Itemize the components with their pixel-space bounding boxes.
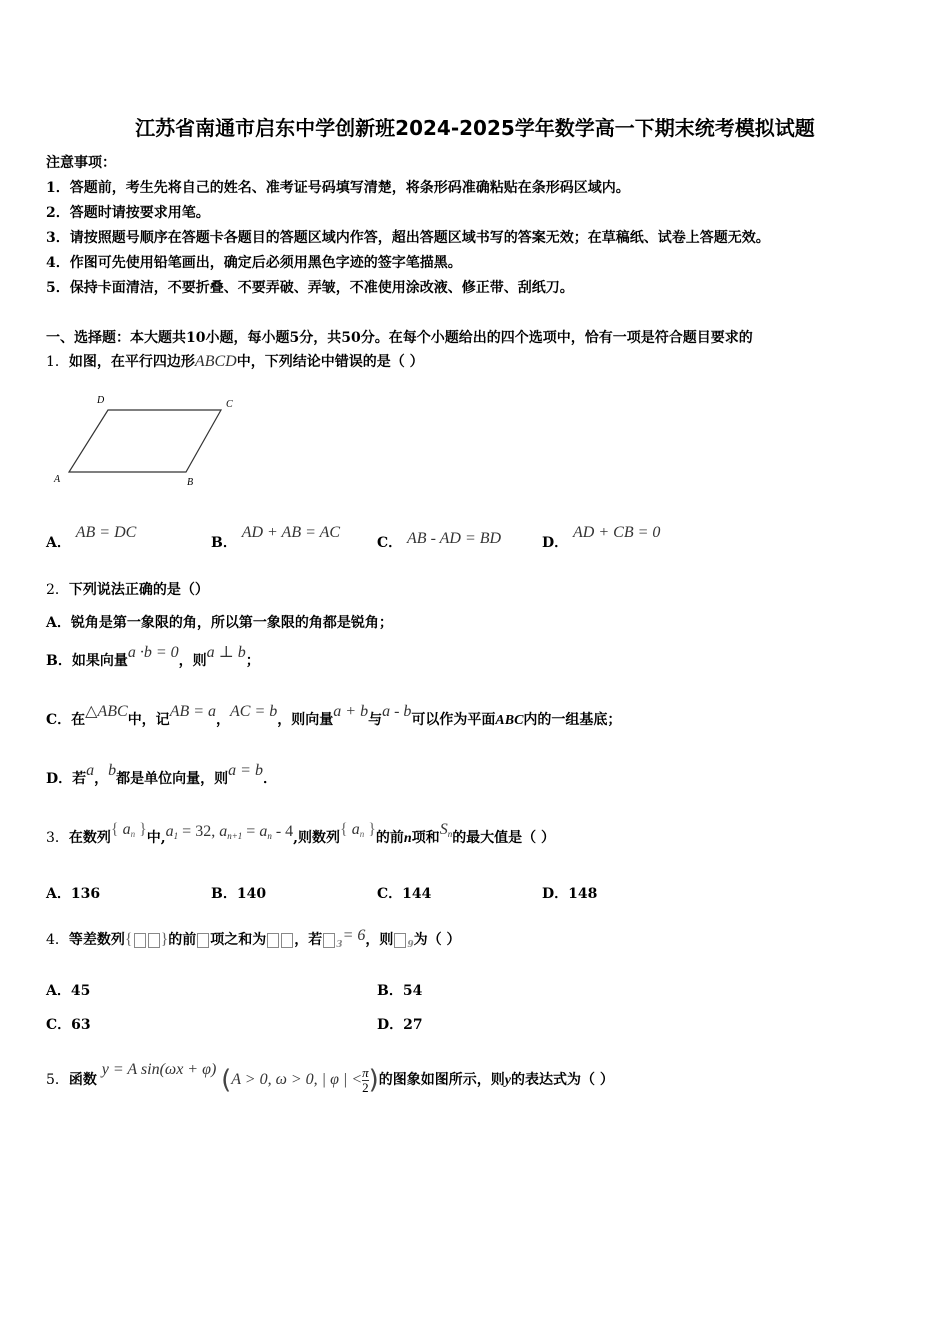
math-expr: n — [403, 831, 412, 846]
question-text: 的最大值是（ ） — [452, 830, 556, 846]
question-text: 项之和为 — [210, 932, 267, 948]
math-expr: b — [108, 762, 117, 779]
option-text: ， — [94, 771, 109, 787]
option-label: C． — [377, 886, 403, 902]
option-label: B． — [377, 983, 403, 999]
notice-heading: 注意事项： — [46, 155, 116, 171]
option-text: B．如果向量 — [46, 653, 128, 669]
option-text: 都是单位向量，则 — [116, 771, 229, 787]
question-text: ，若 — [294, 932, 323, 948]
missing-glyph-icon — [148, 933, 160, 948]
option-label: A． — [46, 886, 71, 902]
notice-item-2: 2．答题时请按要求用笔。 — [46, 205, 210, 221]
question-1 — [46, 351, 424, 371]
q2-option-d[interactable] — [46, 762, 277, 788]
notice-item-3: 3．请按照题号顺序在答题卡各题目的答题区域内作答，超出答题区域书写的答案无效；在草稿纸、试卷上答题无效。 — [46, 230, 770, 246]
section-heading: 一、选择题：本大题共10小题，每小题5分，共50分。在每个小题给出的四个选项中，恰有一项是符合题目要求的 — [46, 330, 753, 346]
missing-glyph-icon — [197, 933, 209, 948]
fraction-denominator: 2 — [362, 1079, 369, 1095]
parallelogram-figure — [50, 390, 250, 490]
question-3 — [46, 821, 556, 847]
q4-option-a[interactable] — [46, 980, 90, 1000]
missing-glyph-icon — [281, 933, 293, 948]
math-expr: △ABC — [85, 703, 128, 720]
question-text: ，则 — [365, 932, 394, 948]
option-expr: AD + AB = AC — [241, 524, 341, 541]
question-text: 的表达式为（ ） — [511, 1072, 614, 1088]
option-label: D． — [542, 535, 569, 551]
vertex-label-a: A — [54, 474, 61, 485]
q2-option-c[interactable] — [46, 703, 622, 729]
option-text: 中，记 — [127, 712, 170, 728]
q2-option-b[interactable] — [46, 644, 260, 670]
question-text: 的前 — [168, 932, 197, 948]
question-text: 中, — [146, 830, 166, 846]
option-text: ； — [245, 653, 260, 669]
math-expr: a — [259, 823, 268, 840]
math-expr: A > 0, ω > 0, | φ | < — [231, 1071, 363, 1088]
q1-option-b[interactable] — [211, 524, 341, 552]
sequence-brace: { $a_n$ } — [110, 821, 147, 839]
option-label: A． — [46, 535, 71, 551]
option-expr: AD + CB = 0 — [573, 524, 661, 541]
option-text: D．若 — [46, 771, 87, 787]
option-value: 148 — [568, 886, 598, 902]
option-value: 45 — [70, 983, 91, 999]
question-text: 项和 — [411, 830, 440, 846]
math-expr: a — [351, 821, 360, 838]
question-text: 的前 — [375, 830, 404, 846]
math-expr: a — [165, 823, 174, 840]
math-expr: ABC — [495, 713, 524, 728]
option-value: 63 — [71, 1017, 91, 1033]
page-title: 江苏省南通市启东中学创新班2024-2025学年数学高一下期末统考模拟试题 — [135, 116, 815, 140]
option-label: C． — [46, 1017, 72, 1033]
question-number: 1． — [46, 354, 69, 370]
q4-option-c[interactable] — [46, 1014, 91, 1034]
recurrence-expr — [166, 823, 293, 840]
option-expr: AB = DC — [75, 524, 137, 541]
missing-glyph-icon — [134, 933, 146, 948]
math-sub: n — [130, 829, 136, 839]
question-text: 等差数列 — [68, 932, 125, 948]
option-value: 54 — [402, 983, 423, 999]
math-sub: n+1 — [227, 831, 243, 841]
math-sub: n — [267, 831, 272, 841]
math-expr: a = b — [228, 762, 263, 779]
math-expr: a ·b = 0 — [127, 644, 179, 661]
math-expr: S — [439, 821, 448, 838]
option-text: ， — [216, 712, 231, 728]
option-value: 140 — [236, 886, 267, 902]
option-label: A． — [46, 983, 71, 999]
option-text: 与 — [368, 712, 383, 728]
option-label: C． — [377, 535, 403, 551]
math-expr: y — [504, 1073, 512, 1088]
math-expr: ABCD — [194, 353, 237, 370]
option-label: B． — [211, 535, 237, 551]
option-label: D． — [377, 1017, 404, 1033]
math-expr: - 4 — [271, 823, 294, 840]
q4-option-b[interactable] — [377, 980, 422, 1000]
option-label: B． — [211, 886, 237, 902]
question-text: 的图象如图所示，则 — [378, 1072, 505, 1088]
math-expr: AC = b — [230, 703, 278, 720]
fraction-numerator: π — [362, 1064, 369, 1080]
notice-item-1: 1．答题前，考生先将自己的姓名、准考证号码填写清楚，将条形码准确粘贴在条形码区域内。 — [46, 180, 630, 196]
option-text: C．在 — [46, 712, 86, 728]
paren-left: ( — [221, 1065, 232, 1095]
vertex-label-c: C — [226, 399, 233, 410]
missing-glyph-icon — [323, 933, 335, 948]
option-value: 144 — [402, 886, 432, 902]
question-text: ,则数列 — [293, 830, 341, 846]
option-value: 136 — [70, 886, 101, 902]
option-text: 可以作为平面 — [411, 712, 496, 728]
option-text: ，则向量 — [277, 712, 334, 728]
question-2 — [46, 579, 209, 599]
math-sub: n — [447, 829, 453, 839]
math-expr: y = A sin(ωx + φ) — [101, 1061, 217, 1078]
question-number: 3． — [46, 830, 69, 846]
question-text: 为（ ） — [413, 932, 461, 948]
question-4 — [46, 929, 461, 950]
parallelogram-shape — [69, 410, 221, 472]
option-value: 27 — [403, 1017, 423, 1033]
math-expr: a — [86, 762, 95, 779]
math-expr: a — [219, 823, 228, 840]
q3-option-d[interactable] — [542, 883, 597, 903]
option-text: ，则 — [178, 653, 207, 669]
notice-item-4: 4．作图可先使用铅笔画出，确定后必须用黑色字迹的签字笔描黑。 — [46, 255, 462, 271]
q3-option-c[interactable] — [377, 883, 431, 903]
math-sub: n — [359, 829, 365, 839]
missing-glyph-icon — [267, 933, 279, 948]
question-number: 5． — [46, 1072, 69, 1088]
math-expr: = — [242, 823, 260, 840]
math-expr: a - b — [382, 703, 412, 720]
question-text: 在数列 — [68, 830, 111, 846]
q1-option-c[interactable] — [377, 532, 501, 552]
q3-option-a[interactable] — [46, 883, 100, 903]
math-sub: 9 — [407, 940, 414, 950]
math-expr: a + b — [333, 703, 369, 720]
question-text: 如图，在平行四边形 — [68, 354, 195, 370]
math-sub: 1 — [173, 831, 179, 841]
question-text: 下列说法正确的是（） — [68, 582, 209, 598]
math-expr: = 6 — [342, 927, 366, 944]
q1-option-a[interactable] — [46, 524, 137, 552]
notice-item-5: 5．保持卡面清洁，不要折叠、不要弄破、弄皱，不准使用涂改液、修正带、刮纸刀。 — [46, 280, 574, 296]
question-number: 4． — [46, 932, 69, 948]
option-label: D． — [542, 886, 569, 902]
option-expr: AB - AD = BD — [407, 530, 502, 547]
question-number: 2． — [46, 582, 69, 598]
question-5 — [46, 1062, 614, 1099]
math-expr: = 32, — [178, 823, 220, 840]
question-text: 函数 — [68, 1072, 97, 1088]
q1-option-d[interactable] — [542, 524, 661, 552]
missing-glyph-brace: { } — [124, 931, 169, 948]
math-sub: 3 — [336, 940, 343, 950]
question-text: 中，下列结论中错误的是（ ） — [236, 354, 424, 370]
math-expr: a — [122, 821, 131, 838]
math-expr: a ⊥ b — [206, 644, 246, 661]
q2-option-a[interactable]: A．锐角是第一象限的角，所以第一象限的角都是锐角； — [46, 615, 393, 631]
sequence-brace: { $a_n$ } — [340, 821, 376, 839]
q3-option-b[interactable] — [211, 883, 266, 903]
vertex-label-d: D — [97, 395, 105, 406]
math-expr: AB = a — [169, 703, 217, 720]
missing-glyph-icon — [394, 933, 406, 948]
option-text: 内的一组基底； — [523, 712, 622, 728]
vertex-label-b: B — [187, 477, 194, 488]
paren-right: ) — [368, 1065, 379, 1095]
q4-option-d[interactable] — [377, 1014, 423, 1034]
sum-symbol — [440, 821, 453, 838]
option-text: ． — [262, 771, 277, 787]
